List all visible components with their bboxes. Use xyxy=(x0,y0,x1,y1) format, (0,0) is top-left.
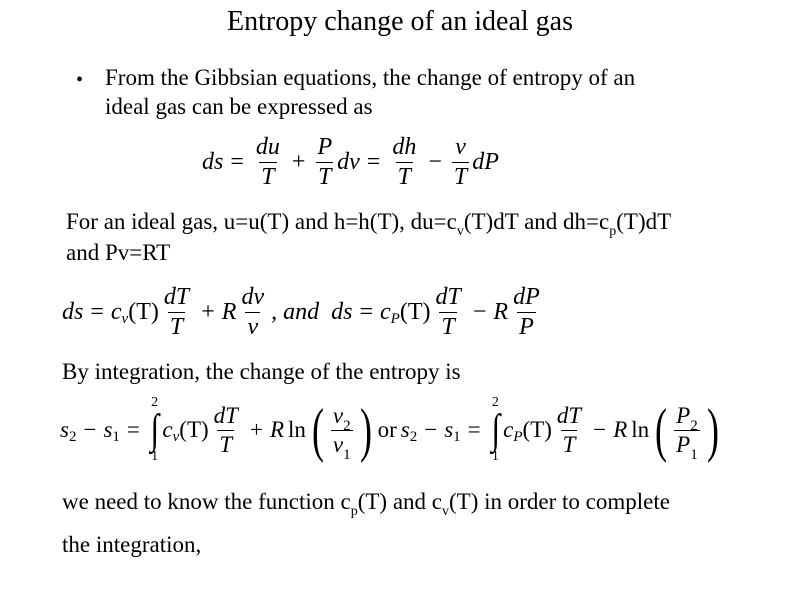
eq-R: R xyxy=(269,417,284,442)
eq-and: , and xyxy=(271,299,320,325)
frac-num: dT xyxy=(435,284,461,310)
frac-P2-P1 xyxy=(674,402,700,463)
subscript: p xyxy=(350,504,358,519)
eq-R: R xyxy=(493,299,509,325)
frac-du-T xyxy=(254,134,282,191)
frac-dT-T xyxy=(162,284,191,341)
conclusion-line-2: the integration, xyxy=(62,532,202,557)
eq-plus: + xyxy=(201,299,215,325)
bullet-line-2: ideal gas can be expressed as xyxy=(105,94,373,119)
frac-den: T xyxy=(453,164,468,190)
integral-lower: 1 xyxy=(151,449,159,464)
eq-plus: + xyxy=(249,417,263,442)
frac-num: dh xyxy=(392,134,417,160)
eq-s: s xyxy=(444,417,454,442)
eq-argT: (T) xyxy=(128,299,159,325)
paren-right: ) xyxy=(706,397,719,463)
integral-sign xyxy=(149,396,161,464)
frac-dT-T xyxy=(212,403,240,458)
frac-den: v xyxy=(332,431,344,457)
subscript: 1 xyxy=(690,446,698,463)
text-part: (T)dT and dh=c xyxy=(463,209,610,234)
frac-dT-T xyxy=(433,284,462,341)
eq-equals: = xyxy=(230,149,244,175)
subscript: 2 xyxy=(409,428,418,445)
frac-num: v xyxy=(455,134,466,160)
text-part: we need to know the function c xyxy=(62,489,351,514)
bullet-marker: • xyxy=(76,69,84,91)
subscript: 1 xyxy=(453,428,461,445)
text-part: For an ideal gas, u=u(T) and h=h(T), du=c xyxy=(66,209,457,234)
subscript: 2 xyxy=(68,428,77,445)
frac-P-T xyxy=(315,134,334,191)
eq-equals: = xyxy=(359,299,373,325)
subscript: P xyxy=(513,428,523,445)
integral-sign xyxy=(490,396,502,464)
eq-dP: dP xyxy=(472,149,499,175)
frac-num: dv xyxy=(241,284,265,310)
subscript: 1 xyxy=(112,428,120,445)
paren-left: ( xyxy=(655,397,668,463)
eq-dv: dv xyxy=(337,149,360,175)
subscript: v xyxy=(121,311,129,327)
frac-den: P xyxy=(676,431,691,457)
frac-den: T xyxy=(261,164,275,190)
eq-minus: − xyxy=(428,149,442,175)
eq-argT: (T) xyxy=(399,299,431,325)
frac-dv-v xyxy=(239,284,266,341)
subscript: v xyxy=(456,224,464,239)
frac-v2-v1 xyxy=(331,402,353,463)
frac-den: T xyxy=(562,431,576,457)
frac-den: T xyxy=(441,314,455,340)
eq-R: R xyxy=(613,417,628,442)
subscript: 1 xyxy=(343,446,351,463)
frac-dP-P xyxy=(511,284,542,341)
ideal-gas-line-2: and Pv=RT xyxy=(66,240,171,265)
frac-num: v xyxy=(332,402,344,428)
eq-minus: − xyxy=(593,417,607,442)
eq-argT: (T) xyxy=(179,417,209,442)
eq-ln: ln xyxy=(288,417,306,442)
eq-s: s xyxy=(60,417,69,442)
frac-num: dT xyxy=(163,284,190,310)
frac-den: v xyxy=(247,314,259,340)
eq-minus: − xyxy=(472,299,487,325)
frac-den: P xyxy=(519,314,534,340)
text-part: (T) in order to complete xyxy=(449,489,670,514)
eq-R: R xyxy=(221,299,237,325)
eq-c: c xyxy=(162,417,173,442)
eq-c: c xyxy=(110,299,122,325)
eq-argT: (T) xyxy=(522,417,552,442)
equation-ds-ideal-gas xyxy=(62,284,545,341)
subscript: p xyxy=(609,224,617,239)
integral-upper: 2 xyxy=(151,395,159,410)
frac-dT-T xyxy=(555,403,583,458)
subscript: v xyxy=(442,504,449,519)
eq-ds: ds xyxy=(331,299,353,325)
eq-equals: = xyxy=(366,149,381,175)
paren-left: ( xyxy=(311,397,324,463)
bullet-line-1: From the Gibbsian equations, the change of entropy of an xyxy=(105,65,636,90)
integral-upper: 2 xyxy=(491,395,499,410)
frac-den: T xyxy=(169,314,184,340)
text-part: (T) and c xyxy=(357,489,442,514)
eq-ds: ds xyxy=(202,149,224,175)
integral-symbol: ∫ xyxy=(150,407,159,453)
eq-equals: = xyxy=(90,299,104,325)
eq-equals: = xyxy=(467,417,481,442)
eq-equals: = xyxy=(126,417,140,442)
eq-c: c xyxy=(503,417,514,442)
frac-num: dP xyxy=(513,284,540,310)
equation-gibbs xyxy=(202,134,499,191)
eq-or: or xyxy=(377,417,397,442)
slide-title: Entropy change of an ideal gas xyxy=(227,6,573,37)
frac-den: T xyxy=(397,164,411,190)
eq-s: s xyxy=(103,417,113,442)
subscript: v xyxy=(172,428,180,445)
equation-entropy-integral xyxy=(60,396,723,464)
frac-den: T xyxy=(318,164,332,190)
frac-num: dT xyxy=(213,402,238,428)
subscript: 2 xyxy=(343,417,351,434)
eq-minus: − xyxy=(83,417,97,442)
eq-s: s xyxy=(400,417,410,442)
eq-ln: ln xyxy=(631,417,650,442)
conclusion-line-1 xyxy=(62,486,670,522)
frac-num: P xyxy=(676,402,691,428)
frac-v-T xyxy=(452,134,469,191)
paren-right: ) xyxy=(359,397,372,463)
subscript: P xyxy=(390,311,400,327)
integral-symbol: ∫ xyxy=(491,407,500,453)
frac-den: T xyxy=(219,431,233,457)
frac-num: dT xyxy=(556,402,582,428)
eq-ds: ds xyxy=(62,299,84,325)
frac-num: P xyxy=(317,134,333,160)
eq-plus: + xyxy=(291,149,306,175)
frac-num: du xyxy=(255,134,280,160)
eq-minus: − xyxy=(424,417,438,442)
text-part: (T)dT xyxy=(616,209,672,234)
integral-lower: 1 xyxy=(491,449,499,464)
frac-dh-T xyxy=(390,134,418,191)
subscript: 2 xyxy=(690,417,698,434)
eq-c: c xyxy=(380,299,391,325)
integration-text: By integration, the change of the entropy is xyxy=(62,359,461,384)
